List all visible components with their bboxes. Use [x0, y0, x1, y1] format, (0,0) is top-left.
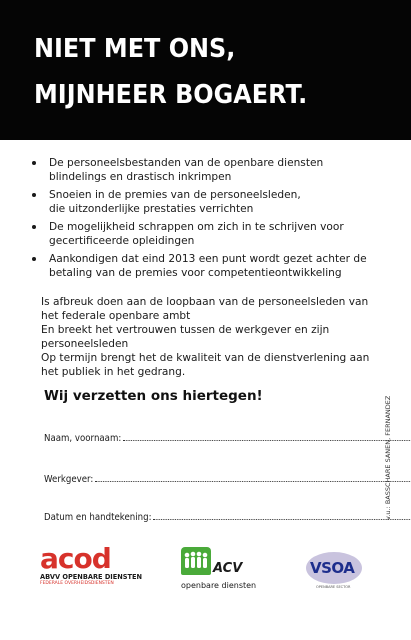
headline-banner [0, 0, 411, 140]
employer-field[interactable] [44, 473, 411, 485]
list-item [30, 220, 400, 248]
bullet-line: Aankondigen dat eind 2013 een punt wordt gezet achter de [49, 253, 367, 265]
acod-subtitle: ABVV OPENBARE DIENSTEN [40, 573, 143, 581]
list-item [30, 188, 400, 216]
vsoa-logo [306, 552, 366, 590]
body-line: het publiek in het gedrang. [41, 366, 186, 378]
bullet-line: gecertificeerde opleidingen [49, 235, 195, 247]
vsoa-wordmark: VSOA [310, 559, 355, 577]
name-field[interactable] [44, 432, 411, 444]
bullet-icon [32, 161, 36, 165]
body-text [41, 295, 396, 379]
call-to-action: Wij verzetten ons hiertegen! [44, 388, 263, 404]
bullet-icon [32, 257, 36, 261]
bullet-line: De mogelijkheid schrappen om zich in te schrijven voor [49, 221, 344, 233]
date-signature-label: Datum en handtekening: [44, 512, 152, 523]
bullet-line: Snoeien in de premies van de personeelsleden, [49, 189, 301, 201]
employer-label: Werkgever: [44, 474, 94, 485]
acv-subtitle: openbare diensten [181, 581, 257, 590]
headline-line-1: NIET MET ONS, [34, 34, 236, 64]
vsoa-subtitle: OPENBARE SECTOR [316, 585, 351, 589]
bullet-line: betaling van de premies voor competentieontwikkeling [49, 267, 342, 279]
acv-figures-icon [181, 547, 211, 575]
name-line[interactable] [123, 432, 411, 441]
date-signature-field[interactable] [44, 511, 411, 523]
date-signature-line[interactable] [153, 511, 411, 520]
body-line: personeelsleden [41, 338, 129, 350]
bullet-list [30, 156, 400, 284]
acod-wordmark: acod [40, 542, 111, 575]
bullet-line: De personeelsbestanden van de openbare diensten [49, 157, 324, 169]
list-item [30, 156, 400, 184]
publisher-credit: v.u.: BASSCHARE SANEN, FERNANDEZ [384, 395, 392, 520]
body-line: Op termijn brengt het de kwaliteit van de dienstverlening aan [41, 352, 370, 364]
body-line: het federale openbare ambt [41, 310, 191, 322]
acod-tagline: FEDERALE OVERHEIDSDIENSTEN [40, 581, 114, 586]
body-line: Is afbreuk doen aan de loopbaan van de personeelsleden van [41, 296, 369, 308]
acv-wordmark: ACV [213, 561, 243, 576]
acv-logo [181, 547, 257, 597]
bullet-line: die uitzonderlijke prestaties verrichten [49, 203, 254, 215]
list-item [30, 252, 400, 280]
bullet-icon [32, 225, 36, 229]
name-label: Naam, voornaam: [44, 433, 122, 444]
body-line: En breekt het vertrouwen tussen de werkgever en zijn [41, 324, 330, 336]
employer-line[interactable] [95, 473, 411, 482]
bullet-line: blindelings en drastisch inkrimpen [49, 171, 232, 183]
acod-logo [40, 542, 162, 586]
headline-line-2: MIJNHEER BOGAERT. [34, 80, 308, 110]
bullet-icon [32, 193, 36, 197]
